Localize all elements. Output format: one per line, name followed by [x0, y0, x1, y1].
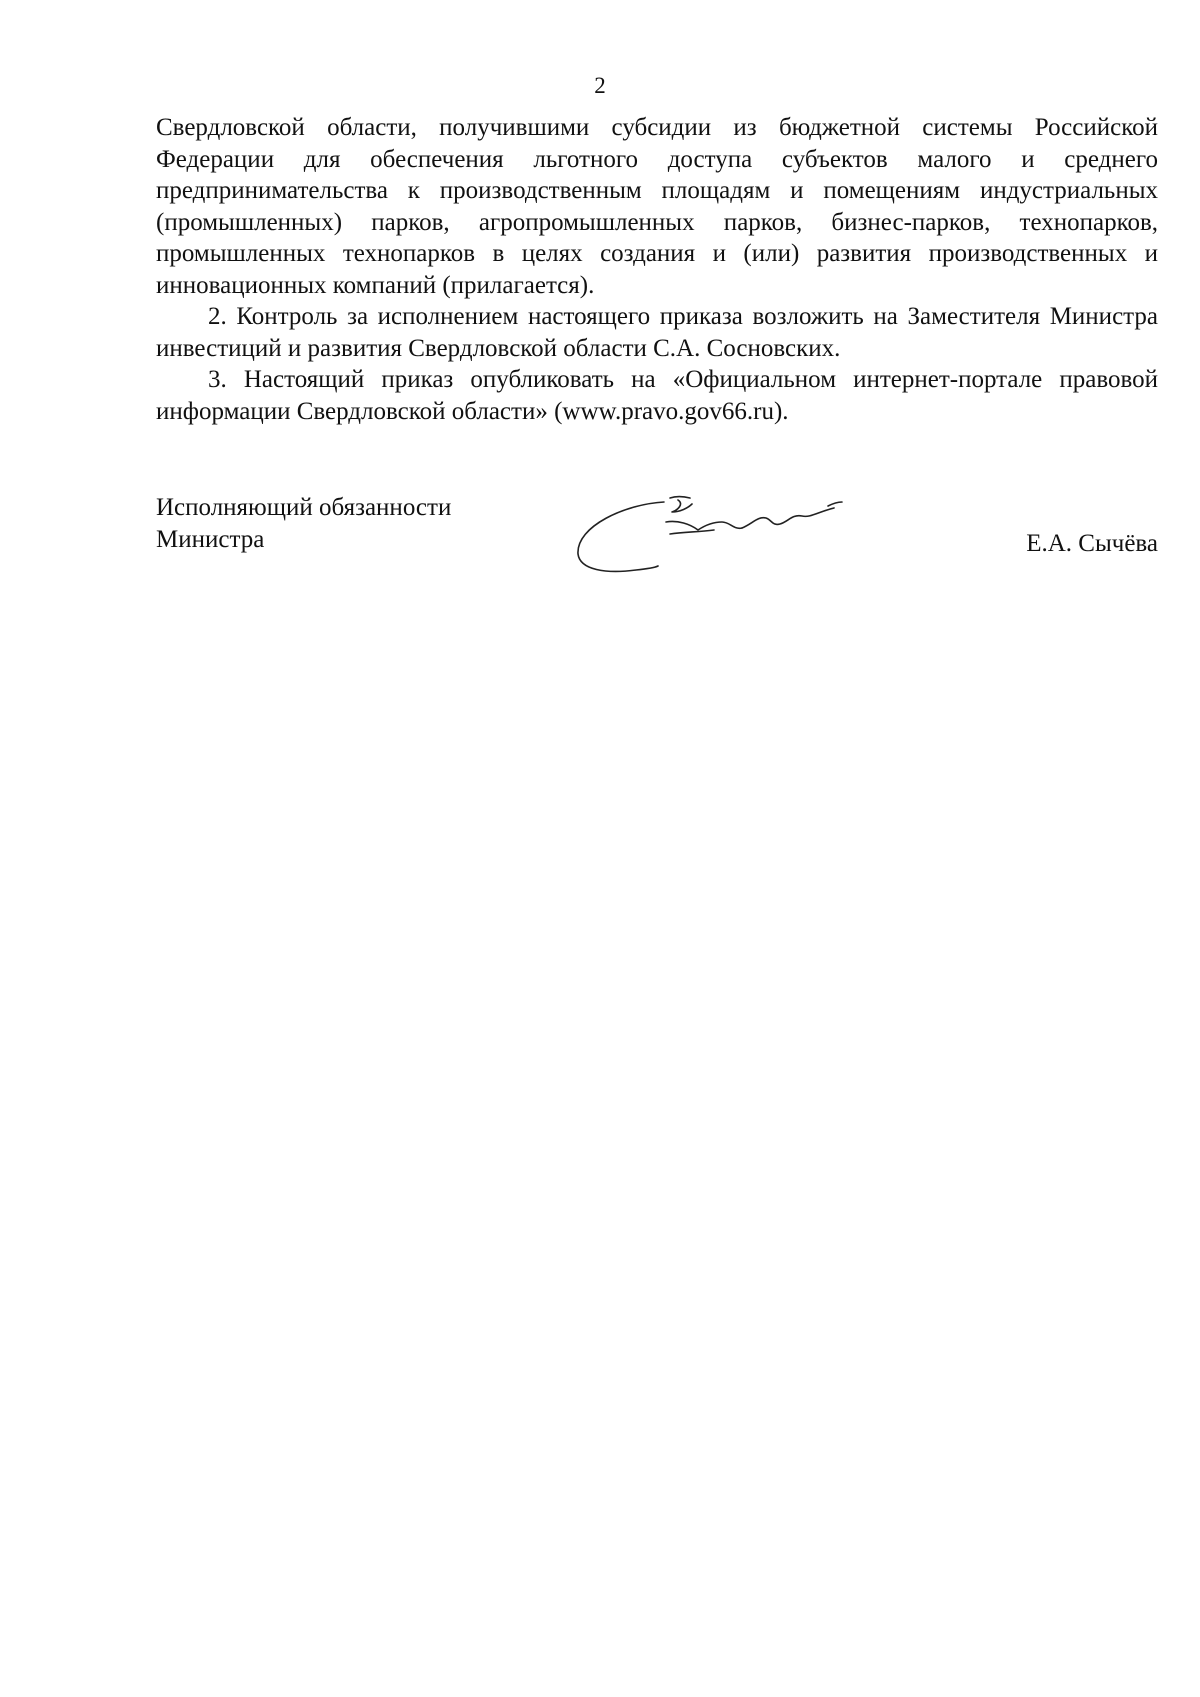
paragraph-item-3: 3. Настоящий приказ опубликовать на «Официальном интернет-портале правовой информации Свердловской области» (www.pravo.gov66.ru). — [156, 366, 1158, 425]
paragraph-continuation: Свердловской области, получившими субсидии из бюджетной системы Российской Федерации для обеспечения льготного доступа субъектов малого и среднего предпринимательства к производственным площадям и помещениям индустриальных (промышленных) парков, агропромышленных парков, бизнес-парков, технопарков, промышленных технопарков в целях создания и (или) развития производственных и инновационных компаний (прилагается). — [156, 114, 1158, 299]
signer-position — [156, 492, 556, 556]
document-body — [156, 112, 1158, 427]
page-number: 2 — [594, 73, 606, 98]
signer-name: Е.А. Сычёва — [1026, 530, 1158, 557]
signer-position-line-1: Исполняющий обязанности — [156, 494, 452, 521]
paragraph-item-2: 2. Контроль за исполнением настоящего приказа возложить на Заместителя Министра инвестиций и развития Свердловской области С.А. Сосновских. — [156, 303, 1158, 362]
signature-block — [156, 492, 1158, 602]
signer-position-line-2: Министра — [156, 526, 265, 553]
handwritten-signature — [566, 486, 856, 586]
